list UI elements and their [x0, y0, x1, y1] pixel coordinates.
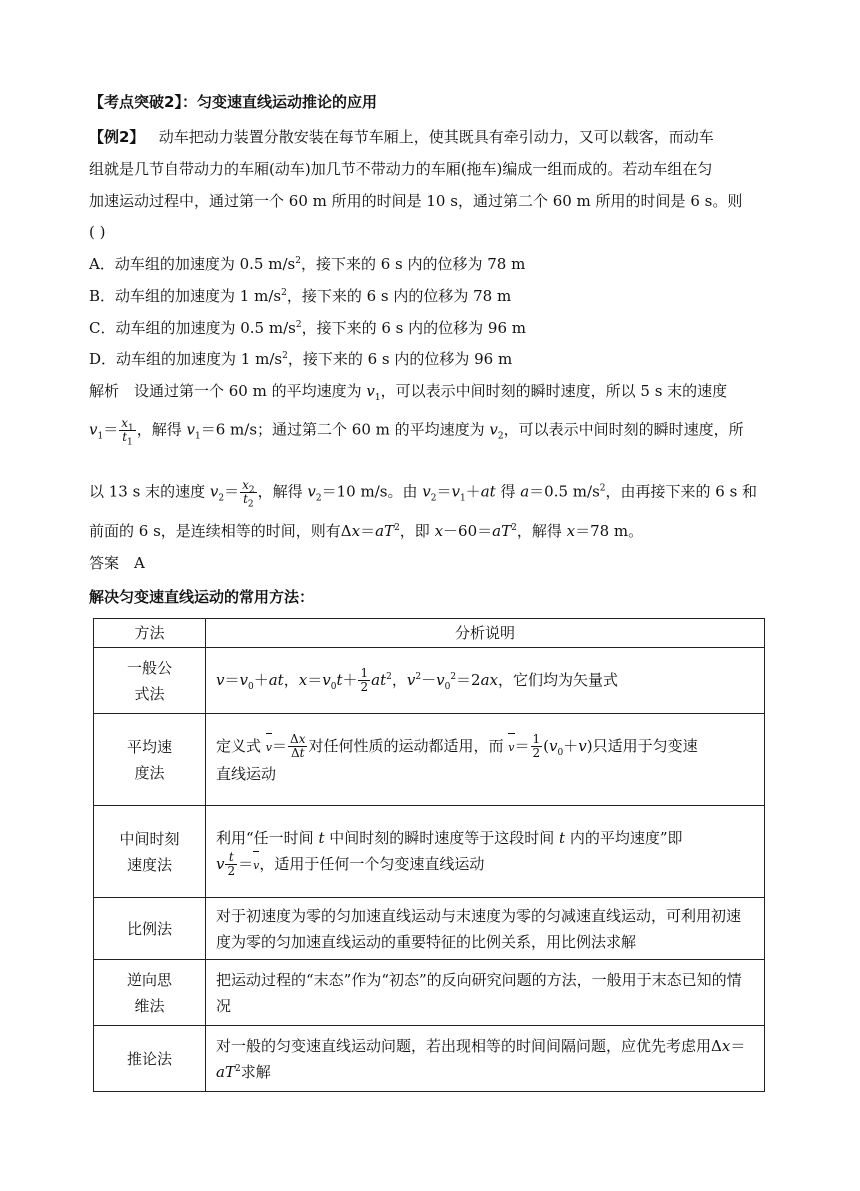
option-d[interactable]: D．动车组的加速度为 1 $m/s^2$，接下来的 6 s 内的位移为 96 m [89, 350, 513, 368]
analysis-line-2: $v_1=$ $\frac{x_1}{t_1}$ ，解得 $v_1=6$ m/s；通过第二个 60 m 的平均速度为 $v_2$，可以表示中间时刻的瞬时速度，所 [89, 416, 744, 448]
example-stem-line-3: 加速运动过程中，通过第一个 60 m 所用的时间是 10 s，通过第二个 60 m 所用的时间是 6 s。则 [89, 192, 743, 210]
table-row [94, 714, 765, 806]
method-description: 把运动过程的“末态”作为“初态”的反向研究问题的方法，一般用于末态已知的情况 [206, 960, 765, 1026]
method-description: 对于初速度为零的匀加速直线运动与末速度为零的匀减速直线运动，可利用初速度为零的匀加速直线运动的重要特征的比例关系，用比例法求解 [206, 898, 765, 960]
table-header-description: 分析说明 [206, 619, 765, 648]
option-c[interactable]: C．动车组的加速度为 0.5 $m/s^2$，接下来的 6 s 内的位移为 96 m [89, 319, 526, 337]
example-stem-line-2: 组就是几节自带动力的车厢(动车)加几节不带动力的车厢(拖车)编成一组而成的。若动车组在匀 [89, 160, 713, 178]
example-stem-line-1: 【例2】 动车把动力装置分散安装在每节车厢上，使其既具有牵引动力，又可以载客，而动车 [89, 128, 714, 146]
method-description: $v=v_0+at$，$x=v_0t+$ $\frac{1}{2}$ $at^2$，$v^2-v_0^2=2ax$，它们均为矢量式 [206, 648, 765, 714]
method-description: 利用“任一时间 t 中间时刻的瞬时速度等于这段时间 t 内的平均速度”即 v $\frac{t}{2}$ ＝v，适用于任何一个匀变速直线运动 [206, 806, 765, 898]
option-a[interactable]: A．动车组的加速度为 0.5 $m/s^2$，接下来的 6 s 内的位移为 78 m [89, 255, 526, 273]
method-name: 中间时刻 速度法 [94, 806, 206, 898]
table-header-row [94, 619, 765, 648]
methods-title: 解决匀变速直线运动的常用方法： [89, 588, 315, 606]
table-row [94, 806, 765, 898]
methods-table [93, 618, 765, 1092]
analysis-line-4: 前面的 6 s，是连续相等的时间，则有$\Delta x=aT^2$，即 $x-60=aT^2$，解得 x＝78 m。 [89, 522, 644, 540]
method-description: 对一般的匀变速直线运动问题，若出现相等的时间间隔问题，应优先考虑用$\Delta x=aT^2$求解 [206, 1026, 765, 1092]
method-name: 比例法 [94, 898, 206, 960]
table-row [94, 960, 765, 1026]
method-description: 定义式 v＝ $\frac{\Delta x}{\Delta t}$ 对任何性质的运动都适用，而 v＝ $\frac{1}{2}$ $(v_0+v)$只适用于匀变速 直线运动 [206, 714, 765, 806]
table-row [94, 1026, 765, 1092]
example-tag: 【例2】 [89, 128, 145, 146]
method-name: 逆向思 维法 [94, 960, 206, 1026]
method-name: 一般公 式法 [94, 648, 206, 714]
table-header-method: 方法 [94, 619, 206, 648]
method-name: 推论法 [94, 1026, 206, 1092]
section-title: 【考点突破2】：匀变速直线运动推论的应用 [89, 93, 377, 111]
analysis-line-3: 以 13 s 末的速度 $v_2=$ $\frac{x_2}{t_2}$ ，解得 $v_2=10$ m/s。由 $v_2=v_1+at$ 得 a＝0.5 $m/s^2$，由再接下来的 6 s 和 [89, 478, 758, 510]
table-row [94, 898, 765, 960]
analysis-line-1: 解析 设通过第一个 60 m 的平均速度为 $v_1$，可以表示中间时刻的瞬时速度，所以 5 s 末的速度 [89, 382, 728, 403]
option-b[interactable]: B．动车组的加速度为 1 $m/s^2$，接下来的 6 s 内的位移为 78 m [89, 287, 512, 305]
answer: 答案 A [89, 554, 145, 572]
method-name: 平均速 度法 [94, 714, 206, 806]
table-row [94, 648, 765, 714]
example-stem-line-4: ( ) [89, 223, 106, 241]
